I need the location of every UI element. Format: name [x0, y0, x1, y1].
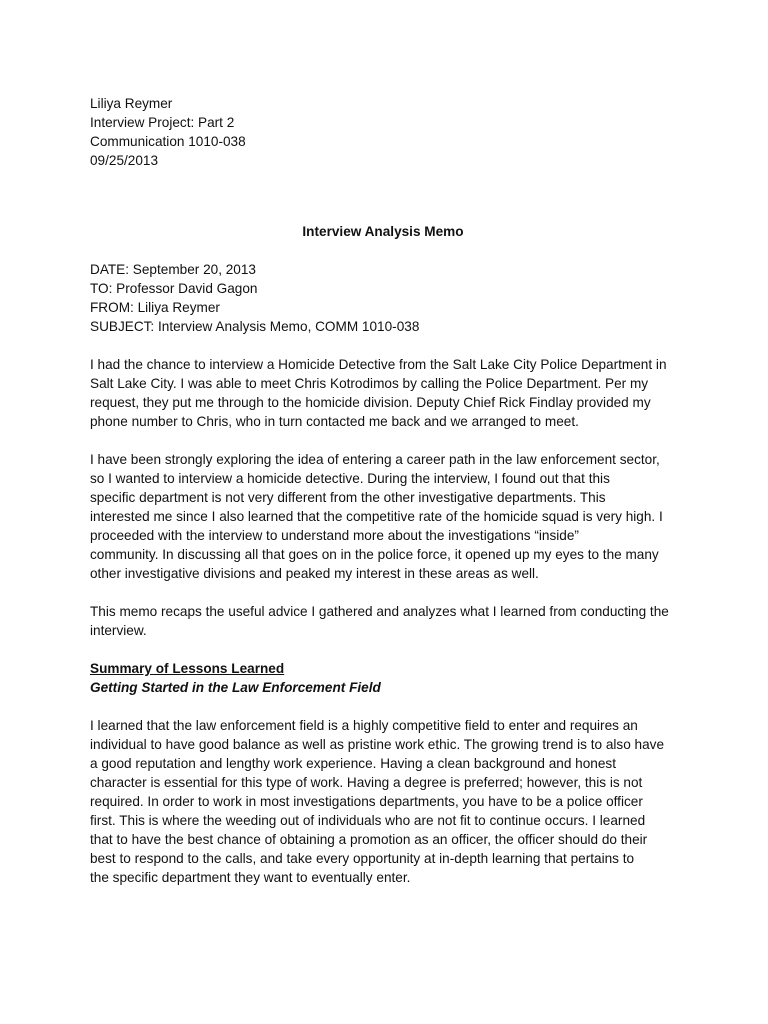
paragraph-line: required. In order to work in most investigations departments, you have to be a police officer — [90, 794, 643, 809]
paragraph-line: that to have the best chance of obtaining a promotion as an officer, the officer should do their — [90, 832, 648, 847]
paragraph-line: a good reputation and lengthy work experience. Having a clean background and honest — [90, 756, 616, 771]
summary-section — [90, 659, 690, 697]
paragraph-intro — [90, 355, 690, 431]
memo-to: TO: Professor David Gagon — [90, 281, 258, 296]
paragraph-line: individual to have good balance as well as pristine work ethic. The growing trend is to also have — [90, 737, 665, 752]
paragraph-line: other investigative divisions and peaked my interest in these areas as well. — [90, 566, 539, 581]
paragraph-line: proceeded with the interview to understand more about the investigations “inside” — [90, 528, 579, 543]
paragraph-line: interested me since I also learned that the competitive rate of the homicide squad is very high. I — [90, 509, 663, 524]
paragraph-line: interview. — [90, 623, 147, 638]
paragraph-line: request, they put me through to the homicide division. Deputy Chief Rick Findlay provided my — [90, 395, 651, 410]
memo-title: Interview Analysis Memo — [302, 224, 464, 239]
paragraph-recap — [90, 602, 690, 640]
memo-subject: SUBJECT: Interview Analysis Memo, COMM 1010-038 — [90, 319, 420, 334]
paragraph-line: specific department is not very different from the other investigative departments. This — [90, 490, 606, 505]
course-line: Communication 1010-038 — [90, 134, 246, 149]
memo-fields — [90, 260, 690, 336]
paragraph-lessons — [90, 716, 690, 887]
section-subheading: Getting Started in the Law Enforcement Field — [90, 680, 381, 695]
paragraph-line: community. In discussing all that goes on in the police force, it opened up my eyes to the many — [90, 547, 659, 562]
project-line: Interview Project: Part 2 — [90, 115, 235, 130]
author-name: Liliya Reymer — [90, 96, 173, 111]
document-page — [90, 94, 690, 887]
section-heading: Summary of Lessons Learned — [90, 661, 285, 676]
paragraph-line: I have been strongly exploring the idea of entering a career path in the law enforcement sector, — [90, 452, 660, 467]
paragraph-line: character is essential for this type of work. Having a degree is preferred; however, this is not — [90, 775, 643, 790]
header-date: 09/25/2013 — [90, 153, 159, 168]
paragraph-line: I learned that the law enforcement field is a highly competitive field to enter and requires an — [90, 718, 638, 733]
memo-date: DATE: September 20, 2013 — [90, 262, 256, 277]
paragraph-line: best to respond to the calls, and take every opportunity at in-depth learning that pertains to — [90, 851, 635, 866]
paragraph-line: first. This is where the weeding out of individuals who are not fit to continue occurs. I learned — [90, 813, 646, 828]
memo-from: FROM: Liliya Reymer — [90, 300, 220, 315]
paragraph-line: the specific department they want to eventually enter. — [90, 870, 411, 885]
paragraph-line: phone number to Chris, who in turn contacted me back and we arranged to meet. — [90, 414, 579, 429]
paragraph-line: Salt Lake City. I was able to meet Chris Kotrodimos by calling the Police Department. Per my — [90, 376, 649, 391]
paragraph-line: This memo recaps the useful advice I gathered and analyzes what I learned from conducting the — [90, 604, 669, 619]
paragraph-line: so I wanted to interview a homicide detective. During the interview, I found out that this — [90, 471, 610, 486]
paragraph-line: I had the chance to interview a Homicide Detective from the Salt Lake City Police Department in — [90, 357, 667, 372]
paragraph-motivation — [90, 450, 690, 583]
author-header — [90, 94, 690, 170]
